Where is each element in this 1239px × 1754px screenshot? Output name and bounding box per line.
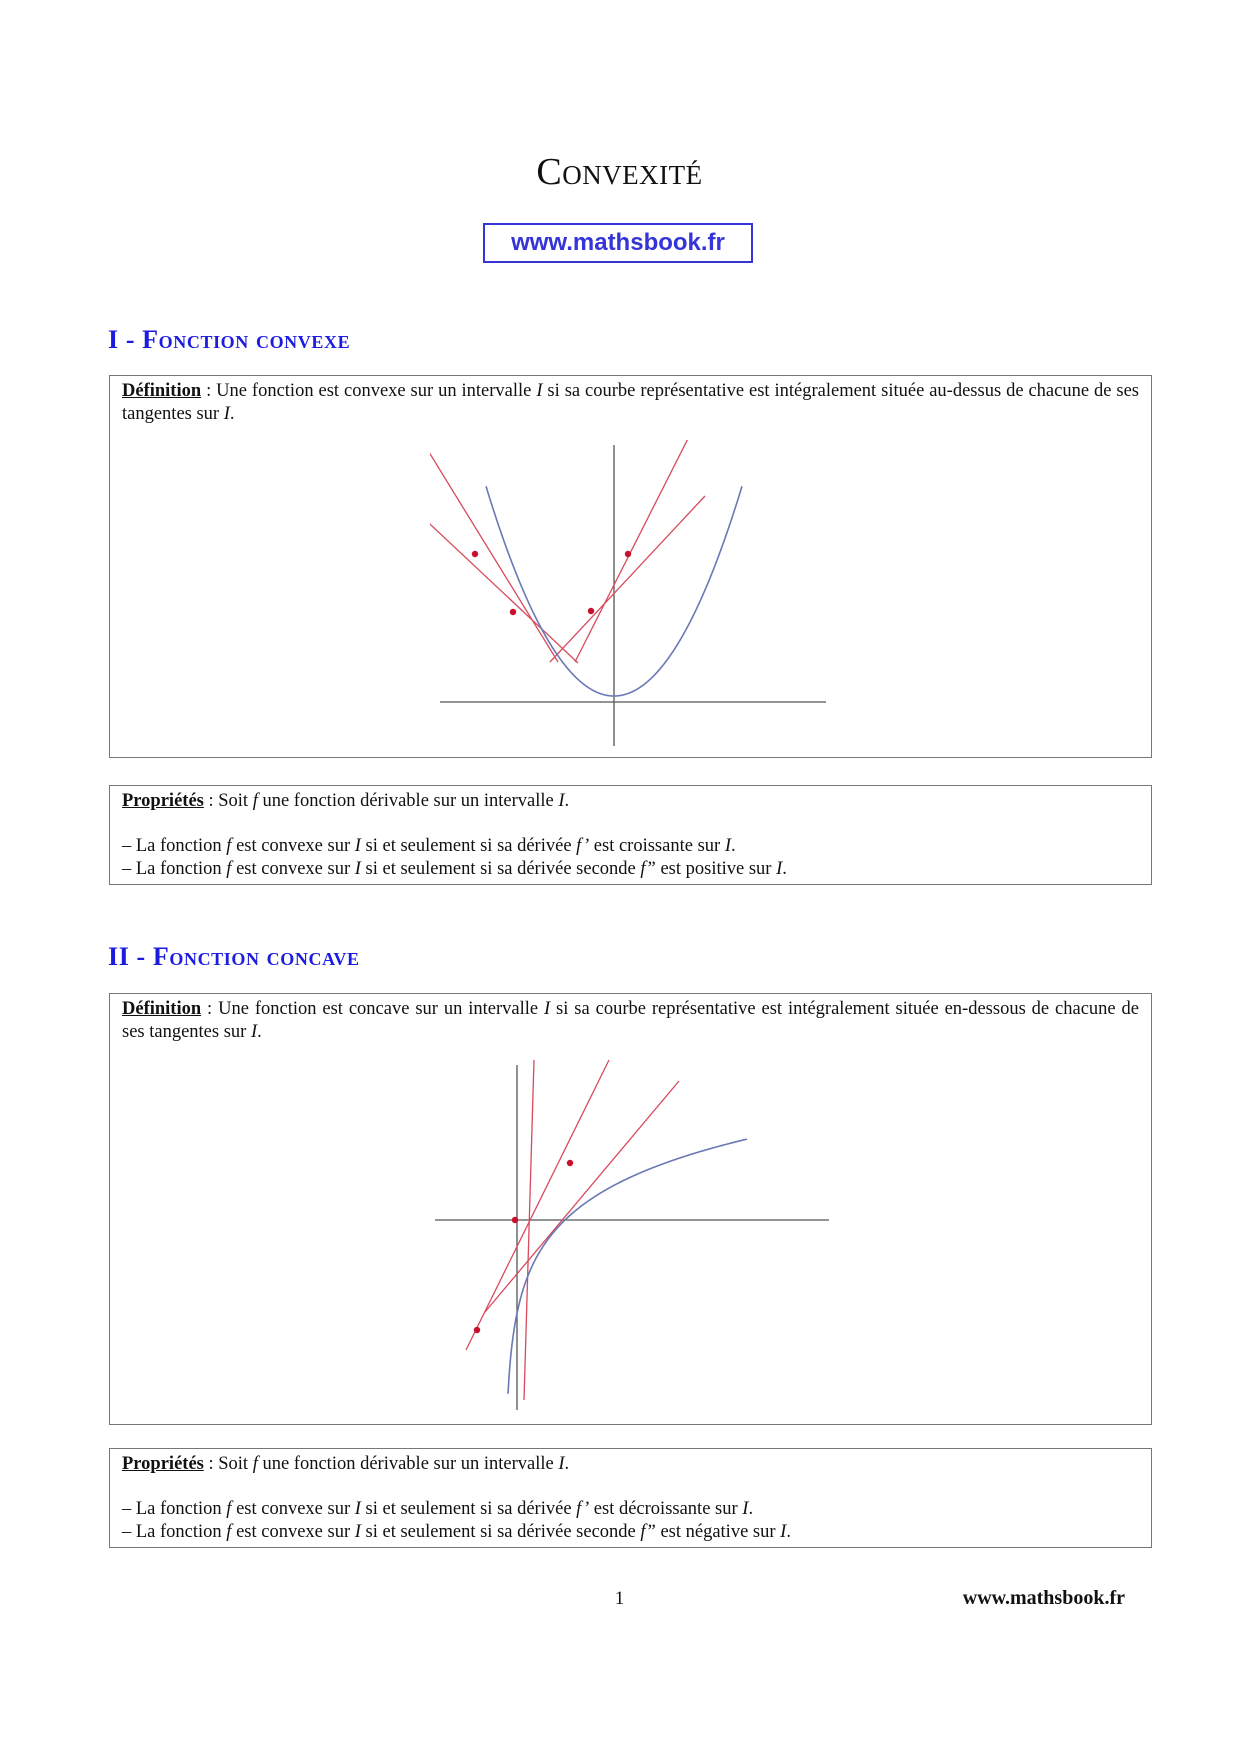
properties-intro-concave: Propriétés : Soit f une fonction dérivable sur un intervalle I. (122, 1454, 570, 1474)
property-item-concave-1: – La fonction f est convexe sur I si et seulement si sa dérivée f’ est décroissante sur I. (122, 1499, 754, 1519)
property-item-convex-1: – La fonction f est convexe sur I si et seulement si sa dérivée f’ est croissante sur I. (122, 836, 736, 856)
tangent-point (512, 1217, 518, 1223)
tangent-point (567, 1160, 573, 1166)
tangent-line (430, 440, 558, 662)
definition-text-concave: Définition : Une fonction est concave sur un intervalle I si sa courbe représentative est intégralement située en-dessous de chacune de ses tangentes sur I. (122, 999, 1139, 1042)
document-title: Convexité (536, 151, 703, 193)
tangent-point (474, 1327, 480, 1333)
convex-function-figure (430, 440, 830, 750)
tangent-point (472, 551, 478, 557)
tangent-line (430, 496, 578, 663)
section-heading-concave: II - Fonction concave (108, 942, 360, 971)
tangent-line (466, 1060, 609, 1350)
properties-intro-convex: Propriétés : Soit f une fonction dérivable sur un intervalle I. (122, 791, 570, 811)
section-heading-convex: I - Fonction convexe (108, 325, 351, 354)
property-item-concave-2: – La fonction f est convexe sur I si et seulement si sa dérivée seconde f” est négative sur I. (122, 1522, 791, 1542)
properties-box-convex (109, 785, 1152, 885)
tangent-line (575, 440, 705, 662)
tangent-point (588, 608, 594, 614)
concave-function-figure (425, 1055, 835, 1415)
definition-text-convex: Définition : Une fonction est convexe sur un intervalle I si sa courbe représentative est intégralement située au-dessus de chacune de ses tangentes sur I. (122, 381, 1140, 424)
site-link-box[interactable]: www.mathsbook.fr (483, 223, 753, 263)
tangent-point (625, 551, 631, 557)
footer-site-link[interactable]: www.mathsbook.fr (962, 1587, 1125, 1609)
page-number: 1 (614, 1588, 625, 1609)
properties-box-concave (109, 1448, 1152, 1548)
concave-curve (508, 1139, 747, 1394)
tangent-point (510, 609, 516, 615)
property-item-convex-2: – La fonction f est convexe sur I si et seulement si sa dérivée seconde f” est positive sur I. (122, 859, 787, 879)
